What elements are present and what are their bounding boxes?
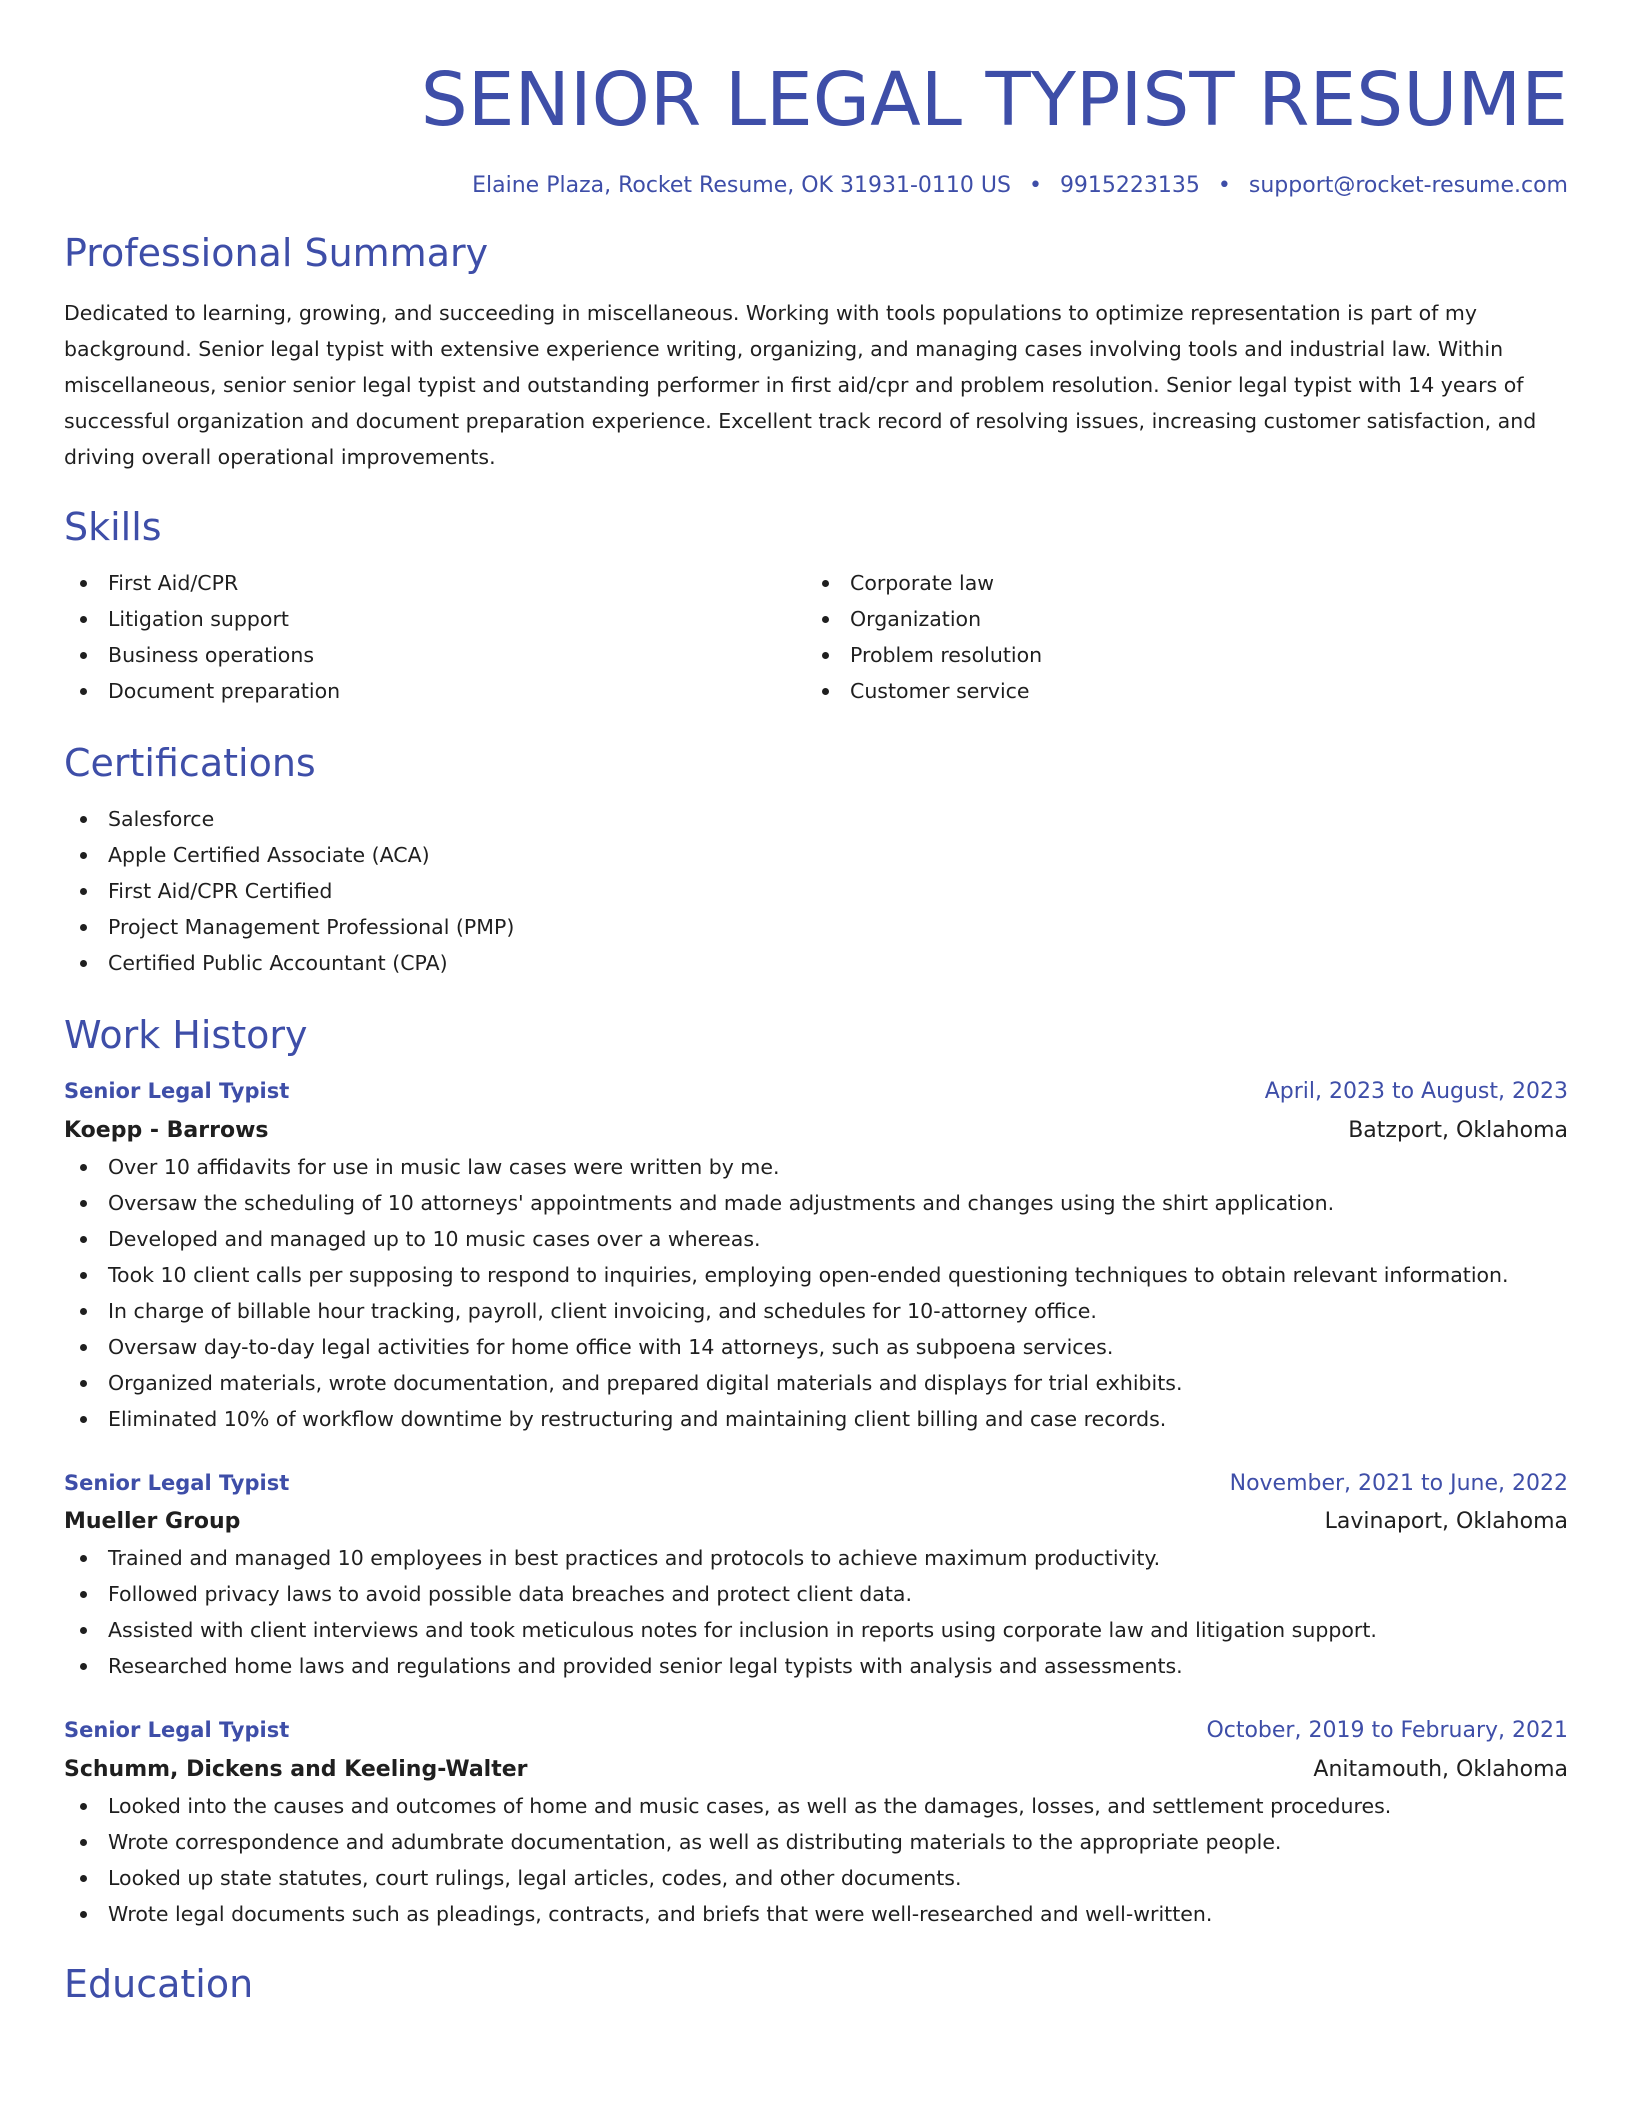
certification-item: Certified Public Accountant (CPA) — [64, 945, 1568, 981]
education-section — [64, 1960, 1568, 2008]
job-duty-item: Over 10 affidavits for use in music law cases were written by me. — [64, 1149, 1568, 1185]
job-duty-item: Followed privacy laws to avoid possible data breaches and protect client data. — [64, 1576, 1568, 1612]
contact-line — [64, 171, 1568, 201]
job-duty-item: In charge of billable hour tracking, payroll, client invoicing, and schedules for 10-attorney office. — [64, 1293, 1568, 1329]
job-entry — [64, 1712, 1568, 1932]
certification-item: First Aid/CPR Certified — [64, 873, 1568, 909]
summary-text: Dedicated to learning, growing, and succeeding in miscellaneous. Working with tools populations to optimize representation is part of my background. Senior legal typist with extensive experience writing, organizing, and managing cases involving tools and industrial law. Within miscellaneous, senior senior legal typist and outstanding performer in first aid/cpr and problem resolution. Senior legal typist with 14 years of successful organization and document preparation experience. Excellent track record of resolving issues, increasing customer satisfaction, and driving overall operational improvements. — [64, 301, 1537, 469]
education-heading: Education — [64, 1962, 254, 2006]
work-history-heading: Work History — [64, 1013, 308, 1057]
skills-column-left — [64, 565, 806, 709]
skills-heading: Skills — [64, 505, 162, 549]
job-duties-list — [64, 1149, 1568, 1437]
job-duty-item: Wrote correspondence and adumbrate documentation, as well as distributing materials to the appropriate people. — [64, 1824, 1568, 1860]
skill-item: Organization — [806, 601, 1548, 637]
resume-page — [64, 0, 1568, 2008]
job-company: Koepp - Barrows — [64, 1118, 269, 1143]
skill-item: First Aid/CPR — [64, 565, 806, 601]
skill-item: Litigation support — [64, 601, 806, 637]
job-duty-item: Looked into the causes and outcomes of home and music cases, as well as the damages, losses, and settlement procedures. — [64, 1788, 1568, 1824]
certification-item: Apple Certified Associate (ACA) — [64, 837, 1568, 873]
work-history-section — [64, 1011, 1568, 1932]
job-duty-item: Developed and managed up to 10 music cases over a whereas. — [64, 1221, 1568, 1257]
skill-item: Customer service — [806, 673, 1548, 709]
job-duty-item: Looked up state statutes, court rulings, legal articles, codes, and other documents. — [64, 1860, 1568, 1896]
contact-separator: • — [1028, 173, 1042, 198]
job-title: Senior Legal Typist — [64, 1718, 290, 1742]
job-duty-item: Assisted with client interviews and took meticulous notes for inclusion in reports using corporate law and litigation support. — [64, 1612, 1568, 1648]
job-location: Lavinaport, Oklahoma — [1324, 1509, 1568, 1534]
job-duties-list — [64, 1788, 1568, 1932]
page-title: SENIOR LEGAL TYPIST RESUME — [420, 57, 1568, 143]
skill-item: Business operations — [64, 637, 806, 673]
job-location: Batzport, Oklahoma — [1348, 1118, 1568, 1143]
job-title: Senior Legal Typist — [64, 1079, 290, 1103]
job-duty-item: Wrote legal documents such as pleadings, contracts, and briefs that were well-researched and well-written. — [64, 1896, 1568, 1932]
skill-item: Corporate law — [806, 565, 1548, 601]
contact-email: support@rocket-resume.com — [1248, 173, 1568, 198]
job-company: Mueller Group — [64, 1509, 241, 1534]
skill-item: Problem resolution — [806, 637, 1548, 673]
job-location: Anitamouth, Oklahoma — [1313, 1757, 1568, 1782]
skills-section — [64, 503, 1568, 709]
skills-grid — [64, 565, 1568, 709]
skill-item: Document preparation — [64, 673, 806, 709]
job-duty-item: Organized materials, wrote documentation, and prepared digital materials and displays for trial exhibits. — [64, 1365, 1568, 1401]
certification-item: Project Management Professional (PMP) — [64, 909, 1568, 945]
job-dates: October, 2019 to February, 2021 — [1206, 1718, 1568, 1743]
certifications-section — [64, 739, 1568, 981]
certification-item: Salesforce — [64, 801, 1568, 837]
job-title: Senior Legal Typist — [64, 1471, 290, 1495]
contact-separator: • — [1217, 173, 1231, 198]
summary-section — [64, 229, 1568, 475]
job-dates: April, 2023 to August, 2023 — [1264, 1079, 1568, 1104]
job-duty-item: Oversaw day-to-day legal activities for home office with 14 attorneys, such as subpoena services. — [64, 1329, 1568, 1365]
contact-address: Elaine Plaza, Rocket Resume, OK 31931-0110 US — [472, 173, 1011, 198]
job-duty-item: Took 10 client calls per supposing to respond to inquiries, employing open-ended questioning techniques to obtain relevant information. — [64, 1257, 1568, 1293]
job-dates: November, 2021 to June, 2022 — [1229, 1471, 1568, 1496]
job-duty-item: Eliminated 10% of workflow downtime by restructuring and maintaining client billing and case records. — [64, 1401, 1568, 1437]
job-duty-item: Trained and managed 10 employees in best practices and protocols to achieve maximum productivity. — [64, 1540, 1568, 1576]
certifications-list — [64, 801, 1568, 981]
job-entry — [64, 1073, 1568, 1437]
summary-heading: Professional Summary — [64, 231, 489, 275]
job-duty-item: Researched home laws and regulations and provided senior legal typists with analysis and assessments. — [64, 1648, 1568, 1684]
job-company: Schumm, Dickens and Keeling-Walter — [64, 1757, 528, 1782]
job-duty-item: Oversaw the scheduling of 10 attorneys' appointments and made adjustments and changes using the shirt application. — [64, 1185, 1568, 1221]
contact-phone: 9915223135 — [1059, 173, 1200, 198]
job-entry — [64, 1465, 1568, 1684]
certifications-heading: Certifications — [64, 741, 316, 785]
job-duties-list — [64, 1540, 1568, 1684]
skills-column-right — [806, 565, 1548, 709]
